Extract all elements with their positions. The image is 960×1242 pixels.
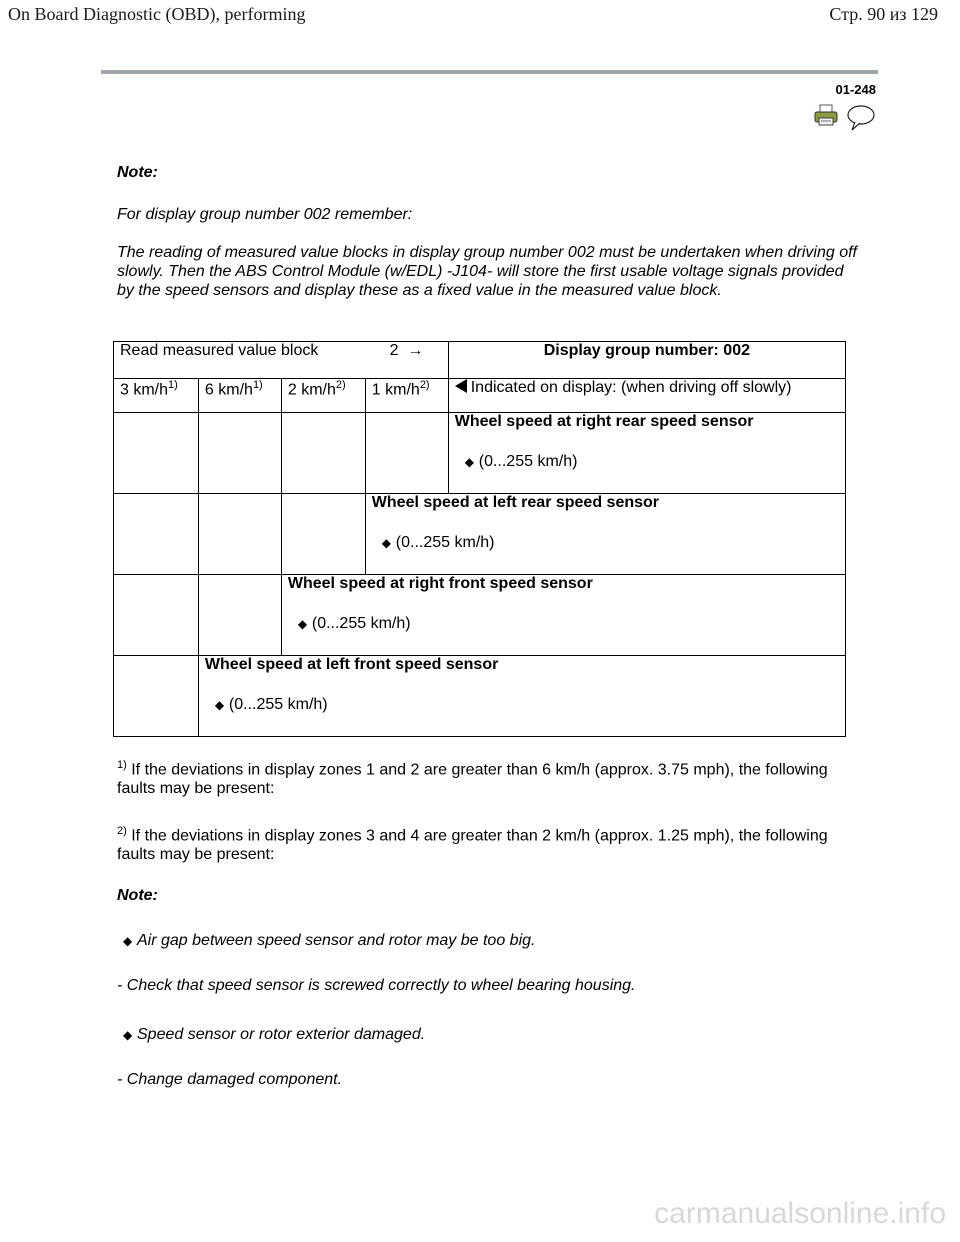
diamond-bullet-icon: ◆ [123, 1028, 133, 1042]
display-group-number: Display group number: 002 [448, 342, 845, 379]
note-line: For display group number 002 remember: [117, 206, 413, 223]
zone-4: 1 $km/h^{2)}$ [365, 379, 448, 413]
action-step: - Check that speed sensor is screwed correctly to wheel bearing housing. [117, 977, 636, 994]
sensor-range: (0...255 km/h) [311, 615, 411, 632]
action-step: - Change damaged component. [117, 1071, 343, 1088]
sensor-cell [448, 413, 845, 494]
read-block-label: Read measured value block [114, 342, 366, 379]
arrow-left-icon [455, 379, 467, 393]
header-rule [101, 70, 878, 74]
sensor-range: (0...255 km/h) [478, 453, 578, 470]
sensor-label: Wheel speed at right front speed sensor [287, 575, 593, 592]
printer-icon[interactable] [814, 104, 838, 126]
note-paragraph: The reading of measured value blocks in display group number 002 must be undertaken when driving off slowly. Then the ABS Control Module (w/EDL) -J104- will store the first usable voltage signals provided by the speed sensors and display these as a fixed value in the measured value block. [117, 244, 857, 299]
table-row [114, 413, 846, 494]
display-zones-row [114, 379, 846, 413]
diamond-bullet-icon: ◆ [123, 934, 133, 948]
fault-item: ◆ Speed sensor or rotor exterior damaged. [123, 1026, 426, 1043]
note-heading: Note: [117, 164, 158, 181]
arrow-right-icon: → [402, 342, 424, 359]
footnote-2: $^{2)}$ If the deviations in display zones 3 and 4 are greater than 2 km/h (approx. 1.25 mph), the following faults may be present: [117, 825, 828, 864]
diamond-bullet-icon: ◆ [214, 698, 225, 712]
sensor-range: (0...255 km/h) [395, 534, 495, 551]
table-row [114, 656, 846, 737]
table-row [114, 575, 846, 656]
zone-2: 6 $km/h^{1)}$ [198, 379, 281, 413]
sensor-cell [281, 575, 845, 656]
note-heading: Note: [117, 887, 158, 904]
table-header-row [114, 342, 846, 379]
indicated-on-display: Indicated on display: (when driving off slowly) [448, 379, 845, 413]
comment-bubble-icon[interactable] [846, 104, 876, 132]
sensor-label: Wheel speed at left front speed sensor [204, 656, 499, 673]
fault-item: ◆ Air gap between speed sensor and rotor may be too big. [123, 932, 536, 949]
measured-value-table [113, 341, 846, 737]
sensor-cell [198, 656, 845, 737]
read-block-value-cell [365, 342, 448, 379]
zone-1: 3 $km/h^{1)}$ [114, 379, 199, 413]
sensor-label: Wheel speed at left rear speed sensor [371, 494, 660, 511]
table-row [114, 494, 846, 575]
diamond-bullet-icon: ◆ [381, 536, 392, 550]
sensor-range: (0...255 km/h) [228, 696, 328, 713]
diamond-bullet-icon: ◆ [297, 617, 308, 631]
sensor-cell [365, 494, 845, 575]
read-block-value: 2 [389, 342, 399, 359]
page-counter: Стр. 90 из 129 [829, 4, 938, 24]
watermark: carmanualsonline.info [654, 1197, 946, 1230]
footnote-1: $^{1)}$ If the deviations in display zones 1 and 2 are greater than 6 km/h (approx. 3.75 mph), the following faults may be present: [117, 759, 828, 798]
document-title: On Board Diagnostic (OBD), performing [8, 4, 306, 24]
page-number: 01-248 [835, 82, 876, 97]
diamond-bullet-icon: ◆ [464, 455, 474, 469]
zone-3: 2 $km/h^{2)}$ [281, 379, 365, 413]
sensor-label: Wheel speed at right rear speed sensor [454, 413, 754, 430]
toolbar-icons [814, 104, 876, 132]
